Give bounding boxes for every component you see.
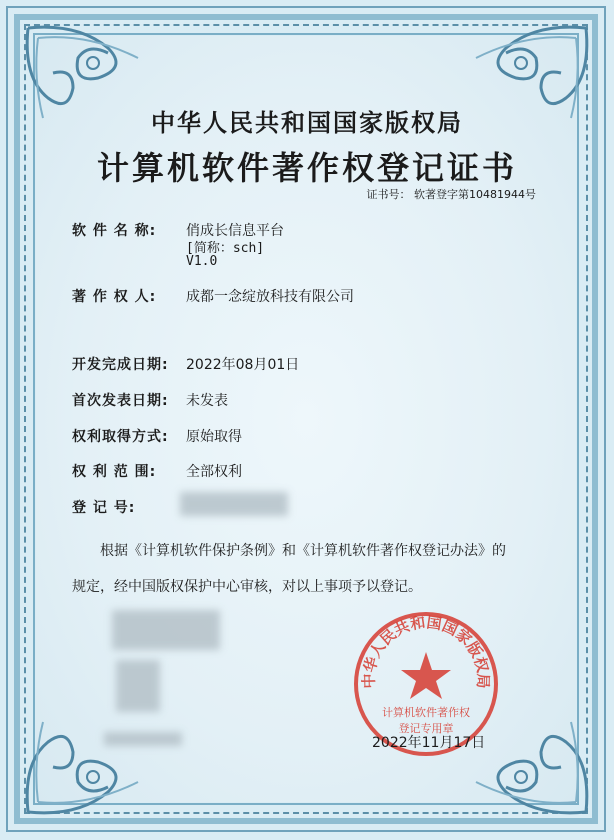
corner-ornament-icon (18, 702, 168, 822)
seal-star-icon (401, 652, 451, 699)
value-rights-acquisition: 原始取得 (186, 429, 242, 445)
label-rights-acquisition: 权利取得方式: (72, 429, 169, 445)
redacted-registration-number (180, 492, 288, 516)
value-completion-date: 2022年08月01日 (186, 357, 300, 373)
statement-line-2: 规定，经中国版权保护中心审核，对以上事项予以登记。 (72, 579, 422, 595)
label-registration-number: 登 记 号: (72, 500, 136, 516)
value-first-publish-date: 未发表 (186, 393, 228, 409)
value-software-version: V1.0 (186, 254, 218, 269)
issuer-name: 中华人民共和国国家版权局 (151, 108, 463, 137)
issue-date: 2022年11月17日 (372, 735, 486, 751)
label-copyright-owner: 著 作 权 人: (72, 289, 157, 305)
redacted-qr-code (116, 660, 160, 712)
certificate-title: 计算机软件著作权登记证书 (96, 149, 517, 187)
redacted-block (112, 610, 220, 650)
redacted-block (104, 732, 182, 746)
certificate-number: 证书号： 软著登字第10481944号 (366, 188, 536, 201)
label-rights-scope: 权 利 范 围: (72, 464, 157, 480)
seal-ring-text: 中华人民共和国国家版权局 (359, 613, 493, 689)
value-software-name: 俏成长信息平台 (186, 223, 284, 239)
seal-center-line-2: 登记专用章 (398, 722, 454, 735)
value-software-short-name: [简称：sch] (186, 241, 265, 256)
value-rights-scope: 全部权利 (186, 464, 242, 480)
value-copyright-owner: 成都一念绽放科技有限公司 (186, 289, 354, 305)
statement-line-1: 根据《计算机软件保护条例》和《计算机软件著作权登记办法》的 (100, 543, 506, 559)
label-software-name: 软 件 名 称: (72, 223, 157, 239)
label-first-publish-date: 首次发表日期: (72, 393, 169, 409)
seal-center-line-1: 计算机软件著作权 (382, 706, 470, 719)
label-completion-date: 开发完成日期: (72, 357, 169, 373)
